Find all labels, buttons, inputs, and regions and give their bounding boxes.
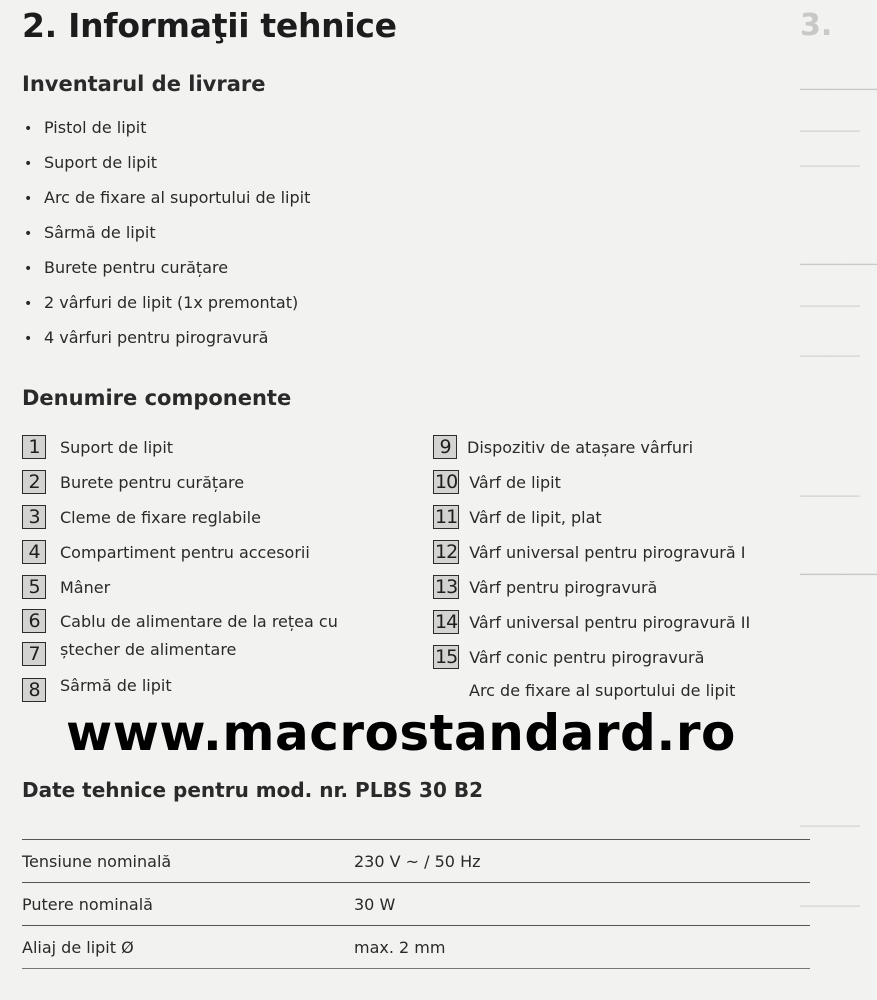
bleed-through-line: ────────	[800, 80, 877, 99]
component-item	[22, 677, 172, 703]
list-item-label: Sârmă de lipit	[44, 223, 156, 242]
list-item	[24, 116, 310, 151]
components-heading: Denumire componente	[22, 386, 292, 410]
component-number: 14	[435, 611, 458, 633]
list-item	[24, 151, 310, 186]
component-item	[22, 608, 338, 634]
component-number: 9	[433, 435, 457, 459]
list-item	[24, 291, 310, 326]
component-number: 1	[22, 435, 46, 459]
component-label: Vârf universal pentru pirogravură II	[469, 612, 751, 632]
component-number: 7	[22, 642, 46, 666]
bleed-through-line: ─────────	[800, 160, 860, 173]
bullet-icon: •	[24, 226, 33, 242]
component-label: Vârf de lipit, plat	[469, 507, 602, 527]
component-item	[433, 504, 602, 530]
bleed-through-line: ────────	[800, 255, 877, 274]
spec-key: Tensiune nominală	[22, 852, 172, 871]
component-label: Mâner	[60, 577, 111, 597]
component-item	[22, 504, 261, 530]
delivery-heading: Inventarul de livrare	[22, 72, 266, 96]
table-row	[22, 926, 810, 969]
bullet-icon: •	[24, 191, 33, 207]
component-number: 15	[435, 646, 458, 668]
component-item	[433, 469, 561, 495]
list-item	[24, 326, 310, 361]
specs-heading: Date tehnice pentru mod. nr. PLBS 30 B2	[22, 778, 484, 802]
component-label: Cleme de fixare reglabile	[60, 507, 261, 527]
list-item	[24, 186, 310, 221]
bleed-through-line: ─────────	[800, 125, 860, 138]
component-number: 8	[22, 678, 46, 702]
component-label: ștecher de alimentare	[60, 639, 237, 659]
list-item	[24, 221, 310, 256]
watermark-url: www.macrostandard.ro	[66, 704, 736, 762]
component-number: 2	[22, 470, 46, 494]
component-item	[433, 644, 704, 670]
list-item	[24, 256, 310, 291]
component-label: Cablu de alimentare de la rețea cu	[60, 611, 338, 631]
spec-value: max. 2 mm	[354, 938, 446, 957]
component-label: Sârmă de lipit	[60, 675, 172, 695]
component-label: Vârf pentru pirogravură	[469, 577, 658, 597]
list-item-label: Suport de lipit	[44, 153, 158, 172]
list-item-label: 4 vârfuri pentru pirogravură	[44, 328, 269, 347]
component-item	[433, 574, 657, 600]
bullet-icon: •	[24, 121, 33, 137]
component-number: 4	[22, 540, 46, 564]
spec-value: 30 W	[354, 895, 396, 914]
spec-key: Aliaj de lipit Ø	[22, 938, 134, 957]
bullet-icon: •	[24, 261, 33, 277]
bleed-through-line: ─────────	[800, 350, 860, 363]
component-item	[22, 434, 173, 460]
component-item	[22, 641, 236, 667]
bleed-through-heading: 3.	[800, 8, 833, 43]
component-label: Dispozitiv de atașare vârfuri	[467, 437, 694, 457]
component-number: 3	[22, 505, 46, 529]
component-number: 5	[22, 575, 46, 599]
component-label: Suport de lipit	[60, 437, 174, 457]
table-row	[22, 883, 810, 926]
page-title: 2. Informaţii tehnice	[22, 6, 397, 45]
list-item-label: Burete pentru curățare	[44, 258, 229, 277]
bleed-through-line: ─────────	[800, 490, 860, 503]
bullet-icon: •	[24, 156, 33, 172]
list-item-label: Pistol de lipit	[44, 118, 147, 137]
list-item-label: 2 vârfuri de lipit (1x premontat)	[44, 293, 299, 312]
component-number: 11	[435, 506, 458, 528]
component-number: 12	[435, 541, 458, 563]
bleed-through-line: ────────	[800, 565, 877, 584]
component-item	[22, 469, 244, 495]
component-label: Compartiment pentru accesorii	[60, 542, 310, 562]
spec-key: Putere nominală	[22, 895, 153, 914]
component-label: Vârf de lipit	[469, 472, 561, 492]
bleed-through-line: ─────────	[800, 900, 860, 913]
bullet-icon: •	[24, 331, 33, 347]
component-item	[22, 574, 110, 600]
component-item	[433, 434, 693, 460]
component-item	[433, 539, 745, 565]
component-item	[433, 609, 750, 635]
component-label: Vârf universal pentru pirogravură I	[469, 542, 746, 562]
bleed-through-line: ─────────	[800, 820, 860, 833]
component-extra-label: Arc de fixare al suportului de lipit	[469, 681, 736, 700]
bullet-icon: •	[24, 296, 33, 312]
component-item	[22, 539, 310, 565]
table-row	[22, 840, 810, 883]
component-label: Burete pentru curățare	[60, 472, 245, 492]
delivery-list	[24, 116, 310, 361]
component-label: Vârf conic pentru pirogravură	[469, 647, 705, 667]
list-item-label: Arc de fixare al suportului de lipit	[44, 188, 311, 207]
component-number: 6	[22, 609, 46, 633]
bleed-through-line: ─────────	[800, 300, 860, 313]
component-number: 13	[435, 576, 458, 598]
spec-value: 230 V ~ / 50 Hz	[354, 852, 481, 871]
component-number: 10	[435, 471, 458, 493]
specs-table	[22, 839, 810, 969]
